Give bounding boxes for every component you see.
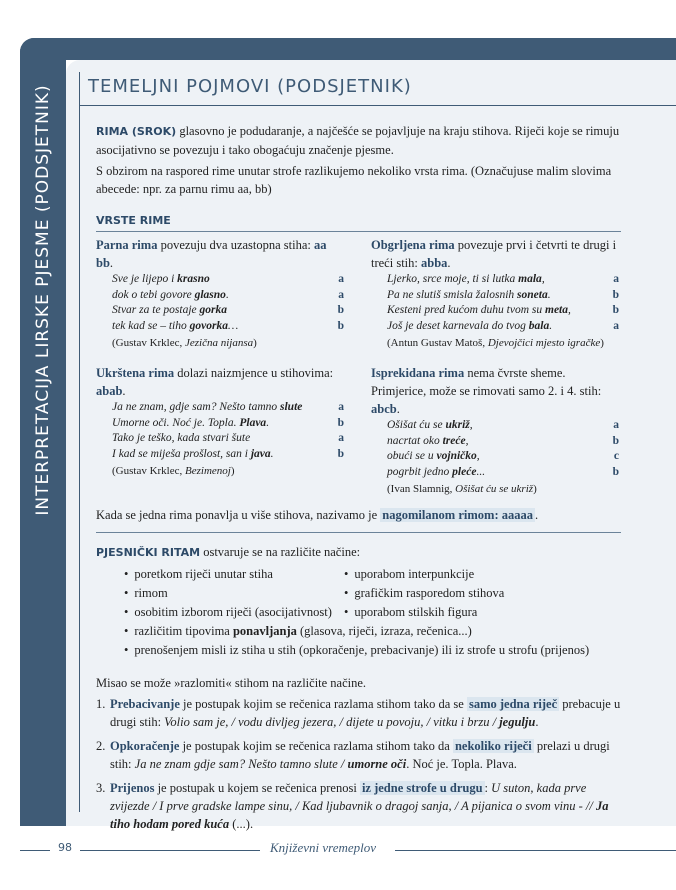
verse-text: Ošišat ću se ukriž, (387, 419, 473, 431)
frame-top-bar (20, 38, 676, 60)
rhyme-letter: a (338, 401, 344, 413)
verse-line (96, 272, 346, 288)
verse-text: obući se u vojničko, (387, 450, 480, 462)
obgrljena-rima-name: Obgrljena rima (371, 238, 455, 252)
ukrstena-source-author: (Gustav Krklec, (112, 465, 186, 477)
verse-text: Umorne oči. Noć je. Topla. Plava. (112, 416, 270, 429)
ukrstena-rima-scheme: abab (96, 384, 123, 398)
rhyme-letter: b (337, 416, 344, 429)
item-example-bold: jegulju (499, 715, 536, 729)
verse-line (96, 416, 346, 432)
rhyme-letter: b (612, 288, 619, 301)
obgrljena-rima-desc: Obgrljena rima povezuje prvi i četvrti te drugi i treći stih: abba. (371, 238, 617, 270)
item-term: Opkoračenje (110, 739, 180, 753)
nagomilana-end: . (534, 508, 539, 522)
verse-line (371, 434, 621, 450)
isprekidana-source-title: Ošišat ću se ukriž (455, 483, 534, 495)
rhyme-letter: b (337, 304, 344, 316)
rhyme-letter: c (613, 450, 619, 462)
rhyme-word: soneta (517, 288, 548, 301)
list-item: • osobitim izborom riječi (asocijativnost) (124, 603, 344, 622)
isprekidana-rima-block (371, 364, 621, 498)
verse-line (371, 303, 621, 319)
parna-rima-scheme: aa bb (96, 238, 327, 270)
item-number: 1. (96, 697, 106, 711)
page-content (96, 122, 621, 839)
verse-text: pogrbit jedno pleće... (387, 465, 486, 478)
isprekidana-rima-scheme: abcb (371, 402, 397, 416)
list-item: • uporabom stilskih figura (344, 603, 504, 622)
ponavljanje-pre: različitim tipovima (134, 624, 233, 638)
item-end: . Noć je. Topla. Plava. (406, 757, 517, 771)
obgrljena-source-author: (Antun Gustav Matoš, (387, 337, 488, 349)
verse-text: Još je deset karnevala do tvog bala. (387, 319, 553, 332)
item-term: Prijenos (110, 781, 155, 795)
obgrljena-rima-text: povezuje prvi i četvrti te drugi i treći stih: (371, 238, 617, 270)
rhyme-word: krasno (177, 273, 210, 285)
page-number: 98 (58, 841, 72, 854)
list-item: • grafičkim rasporedom stihova (344, 584, 504, 603)
numbered-item (96, 779, 621, 833)
verse-line (96, 447, 346, 463)
rhyme-letter: b (612, 434, 619, 447)
rima-types-intro: S obzirom na raspored rime unutar strofe razlikujemo nekoliko vrsta rima. (Označujuse malim slovima abecede: npr. za parnu rimu aa, bb) (96, 164, 612, 196)
sidebar-vertical-title: INTERPRETACIJA LIRSKE PJESME (PODSJETNIK) (33, 84, 53, 516)
item-term: Prebacivanje (110, 697, 180, 711)
verse-text: Ljerko, srce moje, ti si lutka mala, (387, 273, 545, 285)
obgrljena-verses (371, 272, 621, 334)
item-highlight: iz jedne strofe u drugu (361, 781, 483, 795)
item-example-bold: Ja tiho hodam pored kuća (110, 799, 609, 831)
item-highlight: samo jedna riječ (468, 697, 558, 711)
item-end: . (535, 715, 539, 729)
isprekidana-source-author: (Ivan Slamnig, (387, 483, 456, 495)
section-divider (96, 532, 621, 533)
verse-line (96, 303, 346, 319)
obgrljena-rima-block (371, 236, 621, 352)
isprekidana-source-end: ) (533, 483, 537, 495)
verse-line (371, 288, 621, 304)
footer-rule-right (395, 850, 676, 851)
verse-text: Pa ne slutiš smisla žalosnih soneta. (387, 288, 551, 301)
numbered-item (96, 695, 621, 731)
rhyme-letter: a (338, 432, 344, 444)
item-number: 3. (96, 781, 106, 795)
item-text: Prebacivanje je postupak kojim se rečenica razlama stihom tako da se samo jedna riječ prebacuje u drugi stih: Volio sam je, / vodu divljeg jezera, / dijete u povoju, / vitku i brzu / jegulju. (110, 697, 621, 729)
item-highlight: nekoliko riječi (454, 739, 532, 753)
rhyme-word: ukriž (445, 419, 470, 431)
item-text: Opkoračenje je postupak kojim se rečenica razlama stihom tako da nekoliko riječi prelazi u drugi stih: Ja ne znam gdje sam? Nešto tamno slute / umorne oči. Noć je. Topla. Plava. (110, 739, 610, 771)
ponavljanje-post: (glasova, riječi, izraza, rečenica...) (296, 624, 472, 638)
rhyme-word: bala (528, 319, 550, 332)
verse-text: dok o tebi govore glasno. (112, 288, 229, 301)
rhyme-word: vojničko (436, 450, 477, 462)
item-text: Prijenos je postupak u kojem se rečenica prenosi iz jedne strofe u drugu : U suton, kada prve zvijezde / I prve gradske lampe sinu, / Kad ljubavnik o dragoj sanja, / A pijanica o svom vinu - // Ja tiho hodam pored kuća (...). (110, 781, 609, 831)
rhyme-types-row-1 (96, 236, 621, 352)
rhyme-letter: b (612, 304, 619, 316)
nagomilana-text: Kada se jedna rima ponavlja u više stihova, nazivamo je (96, 508, 381, 522)
verse-text: Sve je lijepo i krasno (112, 273, 210, 285)
title-rule (80, 105, 676, 106)
obgrljena-source-title: Djevojčici mjesto igračke (487, 337, 601, 349)
parna-verses (96, 272, 346, 334)
rima-definition (96, 122, 621, 159)
verse-line (371, 319, 621, 335)
rima-term: RIMA (SROK) (96, 125, 177, 138)
obgrljena-source (371, 334, 621, 352)
parna-rima-block (96, 236, 346, 352)
rima-text: glasovno je podudaranje, a najčešće se pojavljuje na kraju stihova. Riječi koje se rimuju asocijativno se povezuju i tako obogaćuju značenje pjesme. (96, 124, 620, 157)
verse-text: tek kad se – tiho govorka… (112, 319, 239, 332)
vrste-rime-heading: VRSTE RIME (96, 212, 621, 232)
rhyme-letter: a (613, 273, 619, 285)
verse-line (371, 272, 621, 288)
ritam-definition (96, 543, 621, 562)
item-example: U suton, kada prve zvijezde / I prve gradske lampe sinu, / Kad ljubavnik o dragoj sanja, / A pijanica o svom vinu - // (110, 781, 596, 813)
isprekidana-rima-desc: Isprekidana rima nema čvrste sheme. Primjerice, može se rimovati samo 2. i 4. stih: abcb. (371, 366, 602, 416)
footer-rule-left (20, 850, 50, 851)
rhyme-word: mala (518, 273, 542, 285)
rhyme-letter: b (612, 465, 619, 478)
item-example: Volio sam je, / vodu divljeg jezera, / dijete u povoju, / vitku i brzu / (164, 715, 500, 729)
item-end: (...). (229, 817, 254, 831)
verse-text: Ja ne znam, gdje sam? Nešto tamno slute (112, 401, 303, 413)
rhyme-word: Plava (239, 416, 267, 429)
isprekidana-rima-text: nema čvrste sheme. Primjerice, može se rimovati samo 2. i 4. stih: (371, 366, 602, 398)
parna-rima-desc: Parna rima povezuju dva uzastopna stiha: aa bb. (96, 238, 327, 270)
ukrstena-source (96, 462, 346, 480)
parna-source-author: (Gustav Krklec, (112, 337, 186, 349)
obgrljena-source-end: ) (600, 337, 604, 349)
rhyme-letter: b (337, 319, 344, 332)
verse-text: Kesteni pred kućom duhu tvom su meta, (387, 304, 571, 316)
item-example-bold: umorne oči (347, 757, 407, 771)
nagomilana-rima (96, 506, 621, 524)
rhyme-letter: b (337, 447, 344, 460)
verse-line (96, 319, 346, 335)
list-item: • rimom (124, 584, 344, 603)
numbered-item (96, 737, 621, 773)
ritam-bullets-left (124, 565, 344, 622)
verse-line (96, 400, 346, 416)
ritam-term: PJESNIČKI RITAM (96, 546, 201, 559)
rhyme-letter: a (338, 288, 344, 301)
verse-text: I kad se miješa prošlost, san i java. (112, 447, 274, 460)
list-item: • uporabom interpunkcije (344, 565, 504, 584)
ritam-bullets-full (96, 622, 621, 660)
item-number: 2. (96, 739, 106, 753)
ritam-text: ostvaruje se na različite načine: (200, 545, 361, 559)
rhyme-types-row-2 (96, 364, 621, 498)
lom-intro: Misao se može »razlomiti« stihom na različite načine. (96, 676, 367, 690)
ukrstena-rima-name: Ukrštena rima (96, 366, 175, 380)
lom-list (96, 695, 621, 833)
list-item: • prenošenjem misli iz stiha u stih (opkoračenje, prebacivanje) ili iz strofe u strofu (prijenos) (124, 641, 589, 660)
parna-source (96, 334, 346, 352)
isprekidana-rima-name: Isprekidana rima (371, 366, 465, 380)
page-title: TEMELJNI POJMOVI (PODSJETNIK) (88, 76, 412, 97)
rhyme-word: slute (280, 401, 303, 413)
list-item (124, 622, 589, 641)
parna-rima-text: povezuju dva uzastopna stiha: (157, 238, 315, 252)
ponavljanje-term: ponavljanja (232, 624, 297, 638)
footer-rule-mid (80, 850, 260, 851)
rhyme-word: pleće (452, 465, 477, 478)
ukrstena-source-end: ) (230, 465, 235, 477)
rhyme-word: java (250, 447, 271, 460)
obgrljena-rima-scheme: abba (421, 256, 448, 270)
nagomilana-highlight: nagomilanom rimom: aaaaa (382, 508, 533, 522)
rhyme-word: meta (545, 304, 568, 316)
ukrstena-rima-block (96, 364, 346, 498)
list-item: • poretkom riječi unutar stiha (124, 565, 344, 584)
rhyme-word: gorka (199, 304, 228, 316)
isprekidana-verses (371, 418, 621, 480)
verse-line (96, 431, 346, 447)
verse-line (371, 449, 621, 465)
item-example: Ja ne znam gdje sam? Nešto tamno slute / (134, 757, 348, 771)
parna-rima-name: Parna rima (96, 238, 158, 252)
verse-line (96, 288, 346, 304)
rhyme-word: glasno (194, 288, 226, 301)
verse-text: Stvar za te postaje gorka (112, 304, 228, 316)
ukrstena-verses (96, 400, 346, 462)
isprekidana-source (371, 480, 621, 498)
verse-text: nacrtat oko treće, (387, 434, 469, 447)
verse-line (371, 418, 621, 434)
ukrstena-rima-text: dolazi naizmjence u stihovima: (174, 366, 334, 380)
rhyme-letter: a (338, 273, 344, 285)
verse-text: Tako je teško, kada stvari šute (112, 432, 251, 444)
ritam-bullets-right (344, 565, 504, 622)
ritam-bullets (96, 565, 621, 622)
parna-source-end: ) (253, 337, 257, 349)
parna-source-title: Jezična nijansa (185, 337, 254, 349)
vertical-rule (79, 72, 80, 812)
footer-book-title: Književni vremeplov (270, 840, 377, 855)
ukrstena-source-title: Bezimenoj (185, 465, 231, 477)
rhyme-letter: a (613, 319, 619, 332)
rhyme-letter: a (613, 419, 619, 431)
verse-line (371, 465, 621, 481)
ukrstena-rima-desc: Ukrštena rima dolazi naizmjence u stihovima: abab. (96, 366, 334, 398)
rhyme-word: treće (442, 434, 466, 447)
rhyme-word: govorka (189, 319, 228, 332)
